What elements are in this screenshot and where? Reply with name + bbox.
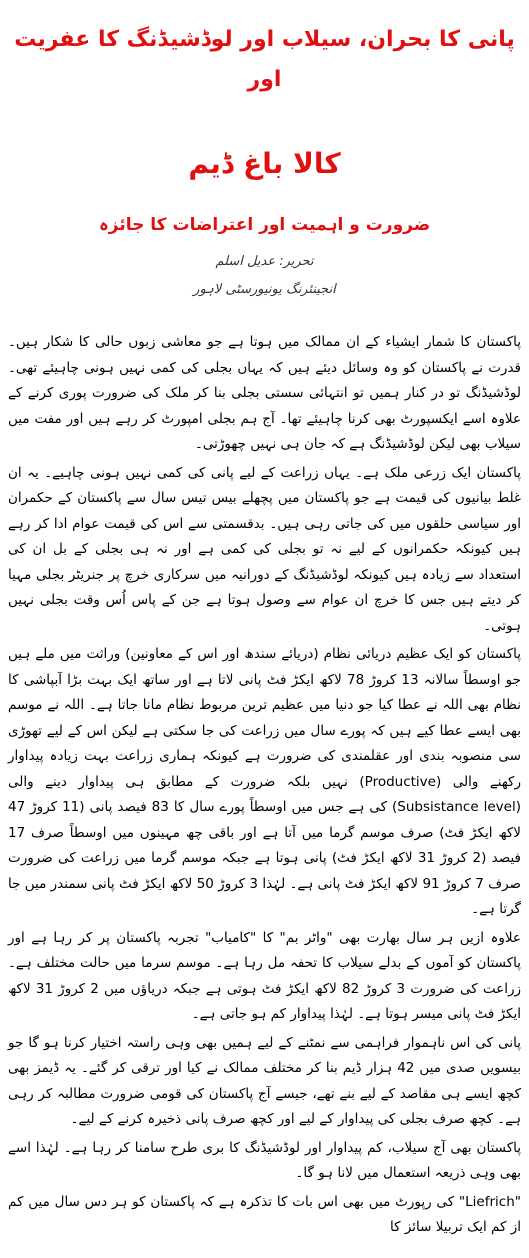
affiliation-line: انجینئرنگ یونیورسٹی لاہور <box>193 282 336 297</box>
article-body <box>8 330 521 1241</box>
paragraph-6: پاکستان بھی آج سیلاب، کم پیداوار اور لوڈشیڈنگ کا بری طرح سامنا کر رہا ہے۔ لہٰذا اسے بھی وہی ذریعہ استعمال میں لانا ہو گا۔ <box>8 1139 521 1181</box>
title-line-2: کالا باغ ڈیم <box>188 147 341 180</box>
paragraph-2: پاکستان ایک زرعی ملک ہے۔ یہاں زراعت کے لیے پانی کی کمی نہیں ہونی چاہیے۔ یہ ان غلط بیانیوں کی قیمت ہے جو پاکستان میں پچھلے بیس تیس سال سے پاکستان کے حکمران اور سیاسی حلقوں میں کی جاتی رہی ہیں۔ بدقسمتی سے اس کی قیمت عوام ادا کر رہے ہیں کیونکہ حکمرانوں کے لیے نہ تو بجلی کی کمی ہے اور نہ ہی بجلی کے بل ان کی استعداد سے زیادہ ہیں کیونکہ لوڈشیڈنگ کے دورانیہ میں سرکاری خرچ پر جنریٹر بجلی مہیا کر دیتے ہیں جس کا خرچ ان عوام سے وصول ہوتا ہے جن کے پاس اُس وقت بجلی نہیں ہوتی۔ <box>8 464 521 634</box>
paragraph-1: پاکستان کا شمار ایشیاء کے ان ممالک میں ہوتا ہے جو معاشی زبوں حالی کا شکار ہیں۔ قدرت نے پاکستان کو وہ وسائل دیئے ہیں کہ یہاں بجلی کی کمی نہیں ہونی چاہیئے تھی۔ لوڈشیڈنگ تو در کنار ہمیں تو انتہائی سستی بجلی بنا کر ملک کی ضرورت پوری کرنے کے علاوہ اسے ایکسپورٹ بھی کرنا چاہیئے تھا۔ آج ہم بجلی امپورٹ کر رہے ہیں اور مفت میں سیلاب بھی لیکن لوڈشیڈنگ ہے کہ جان ہی نہیں چھوڑتی۔ <box>8 334 521 452</box>
paragraph-7: "Liefrich" کی رپورٹ میں بھی اس بات کا تذکرہ ہے کہ پاکستان کو ہر دس سال میں کم از کم ایک تربیلا سائز کا <box>8 1193 521 1235</box>
title-line-1: پانی کا بحران، سیلاب اور لوڈشیڈنگ کا عفریت اور <box>14 27 515 92</box>
paragraph-3: پاکستان کو ایک عظیم دریائی نظام (دریائے سندھ اور اس کے معاونین) وراثت میں ملے ہیں جو اوسطاً سالانہ 13 کروڑ 78 لاکھ ایکڑ فٹ پانی لاتا ہے اور ساتھ ایک بہت بڑا آبپاشی کا نظام بھی اللہ نے عطا کیا جو دنیا میں عظیم ترین مربوط نظام مانا جاتا ہے۔ اللہ نے موسم بھی ایسے عطا کیے ہیں کہ پورے سال میں زراعت کی جا سکتی ہے لیکن اس کے لیے تھوڑی سی منصوبہ بندی اور عقلمندی کی ضرورت ہے کیونکہ ہماری زراعت بہت زیادہ پیداوار رکھنے والی (Productive) نہیں بلکہ ضرورت کے مطابق ہی پیداوار دینے والی (Subsistance level) کی ہے جس میں اوسطاً پورے سال کا 83 فیصد پانی (11 کروڑ 47 لاکھ ایکڑ فٹ) صرف موسم گرما میں آتا ہے اور باقی چھ مہینوں میں اوسطاً صرف 17 فیصد (2 کروڑ 31 لاکھ ایکڑ فٹ) پانی ہوتا ہے جبکہ موسم گرما میں زراعت کی ضرورت صرف 7 کروڑ 91 لاکھ ایکڑ فٹ پانی ہے۔ لہٰذا 3 کروڑ 50 لاکھ ایکڑ فٹ پانی سمندر میں جا گرتا ہے۔ <box>8 646 522 917</box>
paragraph-4: علاوہ ازیں ہر سال بھارت بھی "واٹر بم" کا "کامیاب" تجربہ پاکستان پر کر رہا ہے اور پاکستان کو آموں کے بدلے سیلاب کا تحفہ مل رہا ہے۔ موسم سرما میں حالت مختلف ہے۔ زراعت کی ضرورت 3 کروڑ 82 لاکھ ایکڑ فٹ ہوتی ہے جبکہ دریاؤں میں 2 کروڑ 31 لاکھ ایکڑ فٹ پانی میسر ہوتا ہے۔ لہٰذا پیداوار کم ہو جاتی ہے۔ <box>8 929 521 1022</box>
author-line: تحریر: عدیل اسلم <box>215 254 314 269</box>
paragraph-5: پانی کی اس ناہموار فراہمی سے نمٹنے کے لیے ہمیں بھی وہی راستہ اختیار کرنا ہو گا جو بیسویں صدی میں 42 ہزار ڈیم بنا کر مختلف ممالک نے کیا اور ترقی کر گئے۔ یہ ڈیمز بھی کچھ ایسے ہی مقاصد کے لیے بنے تھے، جیسے آج پاکستان کی قومی ضرورت مطالبہ کر رہی ہے۔ کچھ صرف بجلی کی پیداوار کے لیے اور کچھ صرف پانی ذخیرہ کرنے کے لیے۔ <box>8 1034 521 1127</box>
subtitle: ضرورت و اہمیت اور اعتراضات کا جائزہ <box>98 215 431 235</box>
